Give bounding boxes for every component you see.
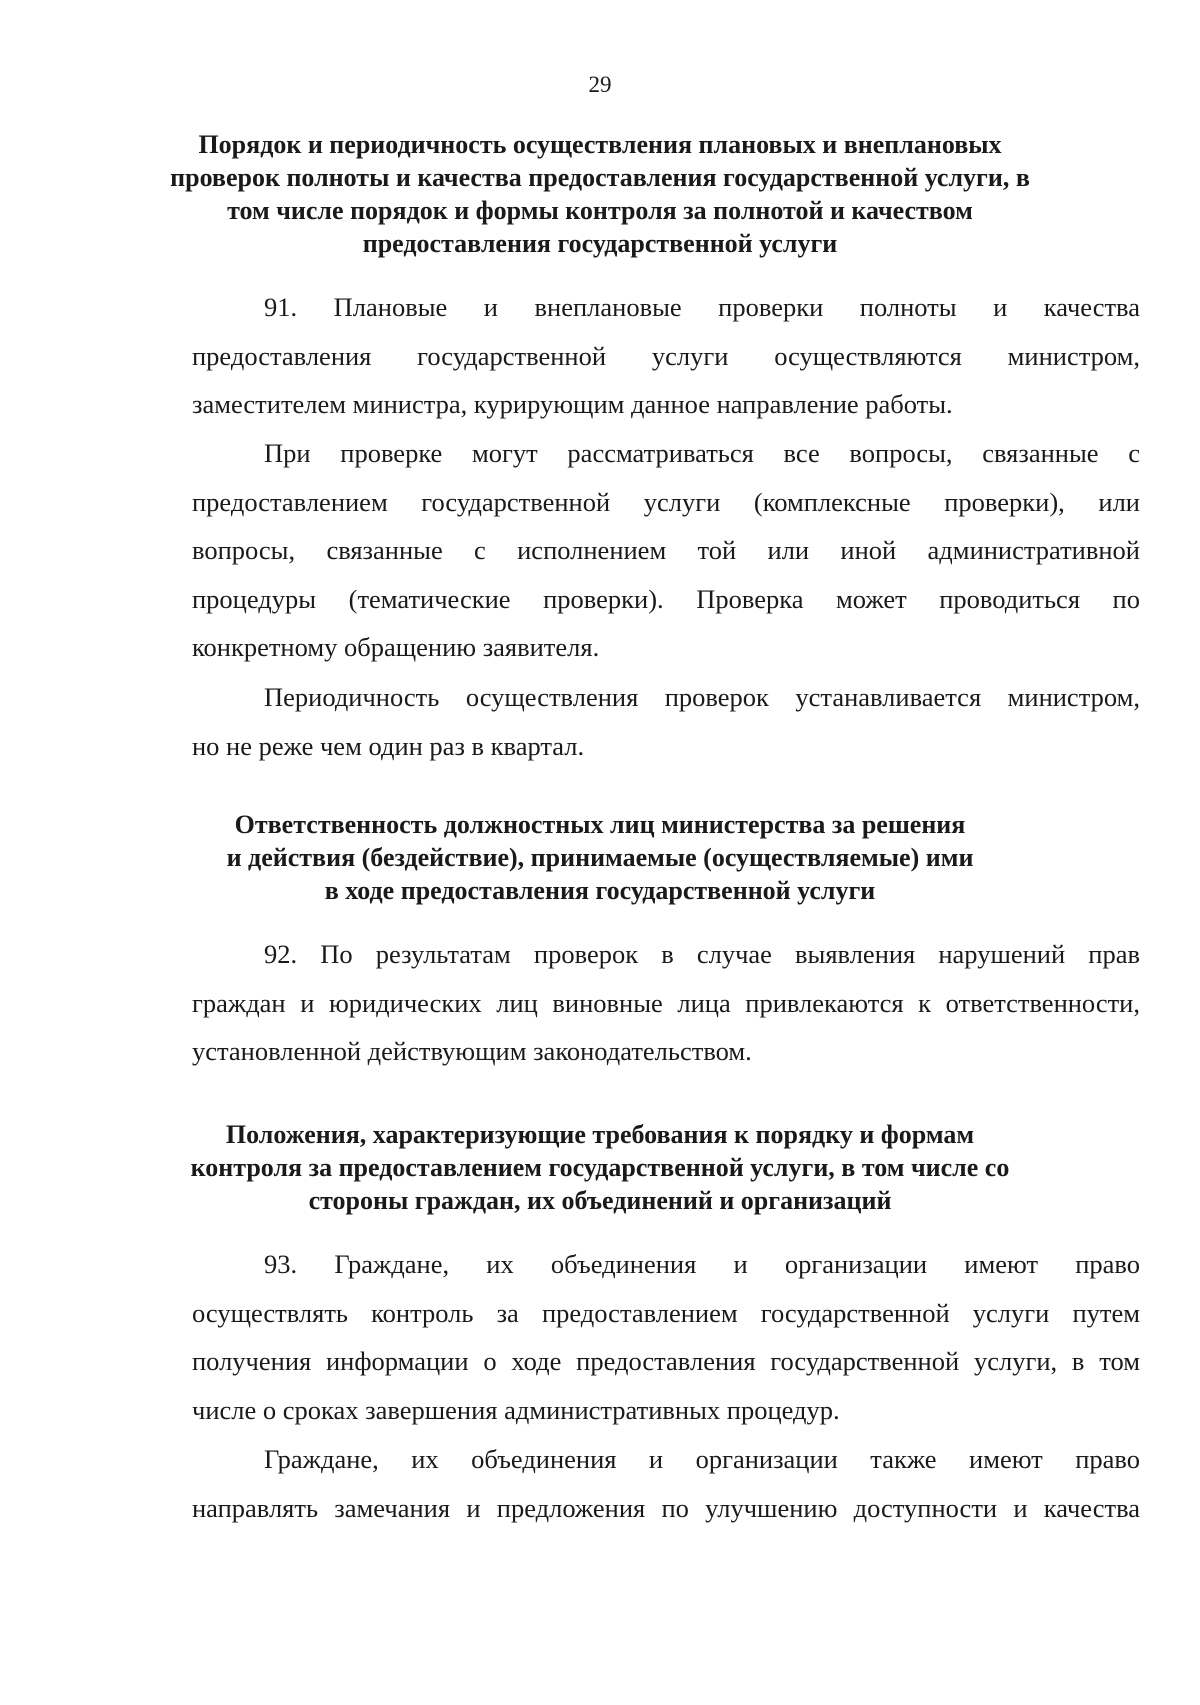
text-line: предоставлением государственной услуги (комплексные проверки), или — [192, 486, 1140, 517]
heading-line: том числе порядок и формы контроля за полнотой и качеством — [227, 196, 973, 225]
text-line: направлять замечания и предложения по улучшению доступности и качества — [192, 1492, 1140, 1523]
text-line: процедуры (тематические проверки). Проверка может проводиться по — [192, 583, 1140, 614]
heading-line: Положения, характеризующие требования к порядку и формам — [225, 1120, 975, 1149]
heading-line: и действия (бездействие), принимаемые (осуществляемые) ими — [226, 843, 974, 872]
text-line: но не реже чем один раз в квартал. — [192, 730, 585, 761]
heading-line: контроля за предоставлением государственной услуги, в том числе со — [190, 1153, 1010, 1182]
text-line: предоставления государственной услуги осуществляются министром, — [192, 340, 1140, 371]
heading-line: проверок полноты и качества предоставления государственной услуги, в — [170, 163, 1030, 192]
heading-line: предоставления государственной услуги — [362, 229, 838, 258]
paragraph-remarks — [192, 1435, 1140, 1532]
text-line: установленной действующим законодательством. — [192, 1036, 752, 1067]
paragraph-check-scope — [192, 429, 1140, 672]
text-line: заместителем министра, курирующим данное направление работы. — [192, 389, 953, 420]
heading-line: в ходе предоставления государственной услуги — [324, 876, 876, 905]
text-line: конкретному обращению заявителя. — [192, 632, 600, 663]
text-line: 92. По результатам проверок в случае выявления нарушений прав — [264, 939, 1140, 969]
text-line: Периодичность осуществления проверок устанавливается министром, — [264, 682, 1140, 712]
heading-line: стороны граждан, их объединений и организаций — [308, 1186, 892, 1215]
text-line: вопросы, связанные с исполнением той или иной административной — [192, 535, 1140, 566]
text-line: числе о сроках завершения административных процедур. — [192, 1394, 840, 1425]
paragraph-92 — [192, 930, 1140, 1076]
text-line: При проверке могут рассматриваться все вопросы, связанные с — [264, 438, 1140, 468]
text-line: осуществлять контроль за предоставлением государственной услуги путем — [192, 1297, 1140, 1328]
section-heading-inspections — [150, 128, 1050, 260]
text-line: граждан и юридических лиц виновные лица привлекаются к ответственности, — [192, 987, 1140, 1018]
page-number: 29 — [588, 72, 612, 97]
heading-line: Порядок и периодичность осуществления плановых и внеплановых — [198, 130, 1002, 159]
paragraph-91 — [192, 283, 1140, 429]
text-line: получения информации о ходе предоставления государственной услуги, в том — [192, 1346, 1140, 1377]
paragraph-93 — [192, 1240, 1140, 1434]
paragraph-periodicity — [192, 673, 1140, 770]
text-line: 91. Плановые и внеплановые проверки полноты и качества — [264, 292, 1140, 322]
section-heading-citizen-control — [150, 1118, 1050, 1217]
section-heading-responsibility — [150, 808, 1050, 907]
heading-line: Ответственность должностных лиц министерства за решения — [234, 810, 966, 839]
text-line: Граждане, их объединения и организации также имеют право — [264, 1444, 1140, 1474]
text-line: 93. Граждане, их объединения и организации имеют право — [264, 1249, 1140, 1279]
